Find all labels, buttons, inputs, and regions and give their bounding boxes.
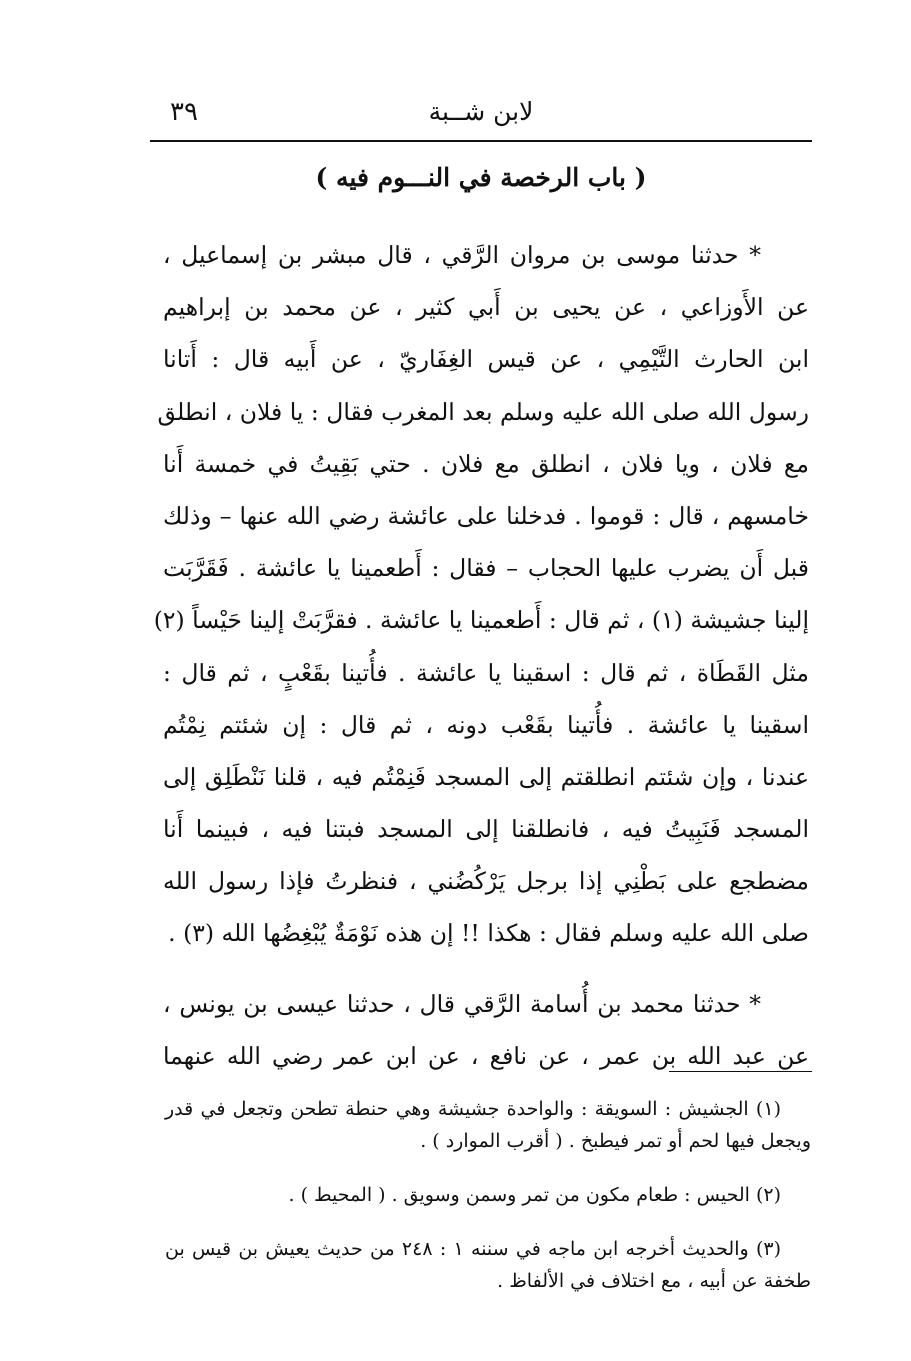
header-rule xyxy=(150,140,812,142)
footnote-line: (١) الجشيش : السويقة : والواحدة جشيشة وهي حنطة تطحن وتجعل في قدر xyxy=(165,1098,781,1120)
footnote-line: ويجعل فيها لحم أو تمر فيطبخ . ( أقرب الموارد ) . xyxy=(420,1130,811,1152)
footnotes xyxy=(165,1093,811,1297)
text-line: * حدثنا موسى بن مروان الرَّقي ، قال مبشر بن إسماعيل ، xyxy=(163,241,761,269)
chapter-title: ( باب الرخصة في النـــوم فيه ) xyxy=(315,163,647,192)
running-header xyxy=(150,92,812,132)
text-line: عندنا ، وإن شئتم انطلقتم إلى المسجد فَنِمْتُم فيه ، قلنا نَنْطَلِق إلى xyxy=(163,762,809,791)
text-line: خامسهم ، قال : قوموا . فدخلنا على عائشة رضي الله عنها – وذلك xyxy=(163,501,809,530)
footnote-gap xyxy=(165,1211,811,1233)
text-line: المسجد فَنَبِيتُ فيه ، فانطلقنا إلى المسجد فبتنا فيه ، فبينما أَنا xyxy=(163,815,809,844)
body-text xyxy=(153,229,809,1082)
running-title: لابن شــبة xyxy=(428,97,534,126)
footnote-line: طخفة عن أبيه ، مع اختلاف في الألفاظ . xyxy=(497,1270,811,1292)
footnote-line: (٣) والحديث أخرجه ابن ماجه في سننه ١ : ٢٤٨ من حديث يعيش بن قيس بن xyxy=(165,1238,782,1260)
page-number: ٣٩ xyxy=(170,97,198,127)
footnote-line: (٢) الحيس : طعام مكون من تمر وسمن وسويق . ( المحيط ) . xyxy=(288,1184,781,1206)
text-line: رسول الله صلى الله عليه وسلم بعد المغرب فقال : يا فلان ، انطلق xyxy=(157,397,809,426)
text-line: قبل أَن يضرب عليها الحجاب – فقال : أَطعمينا يا عائشة . فَقَرَّبَت xyxy=(163,554,809,583)
footnote-gap xyxy=(165,1157,811,1179)
text-line: عن الأَوزاعي ، عن يحيى بن أَبي كثير ، عن محمد بن إبراهيم xyxy=(163,293,809,322)
text-line: ابن الحارث التَّيْمِي ، عن قيس الغِفَاريّ ، عن أَبيه قال : أَتانا xyxy=(163,345,809,374)
paragraph-gap xyxy=(163,960,809,978)
text-line: عن عبد الله بن عمر ، عن نافع ، عن ابن عمر رضي الله عنهما xyxy=(163,1041,809,1070)
text-line: * حدثنا محمد بن أُسامة الرَّقي قال ، حدثنا عيسى بن يونس ، xyxy=(163,989,761,1018)
text-line: إلينا جشيشة (١) ، ثم قال : أَطعمينا يا عائشة . فقرَّبَتْ إلينا حَيْساً (٢) xyxy=(153,606,809,635)
text-line: مثل القَطَاة ، ثم قال : اسقينا يا عائشة . فأُتينا بقَعْبٍ ، ثم قال : xyxy=(163,658,809,687)
text-line: مضطجع على بَطْنِي إذا برجل يَرْكُضُني ، فنظرتُ فإذا رسول الله xyxy=(163,867,809,896)
text-line: اسقينا يا عائشة . فأُتينا بقَعْب دونه ، ثم قال : إن شئتم نِمْتُم xyxy=(163,710,809,739)
text-line: صلى الله عليه وسلم فقال : هكذا !! إن هذه نَوْمَةٌ يُبْغِضُها الله (٣) . xyxy=(168,919,809,948)
text-line: مع فلان ، ويا فلان ، انطلق مع فلان . حتي بَقِيتُ في خمسة أَنا xyxy=(163,449,809,478)
footnote-rule xyxy=(669,1071,812,1072)
